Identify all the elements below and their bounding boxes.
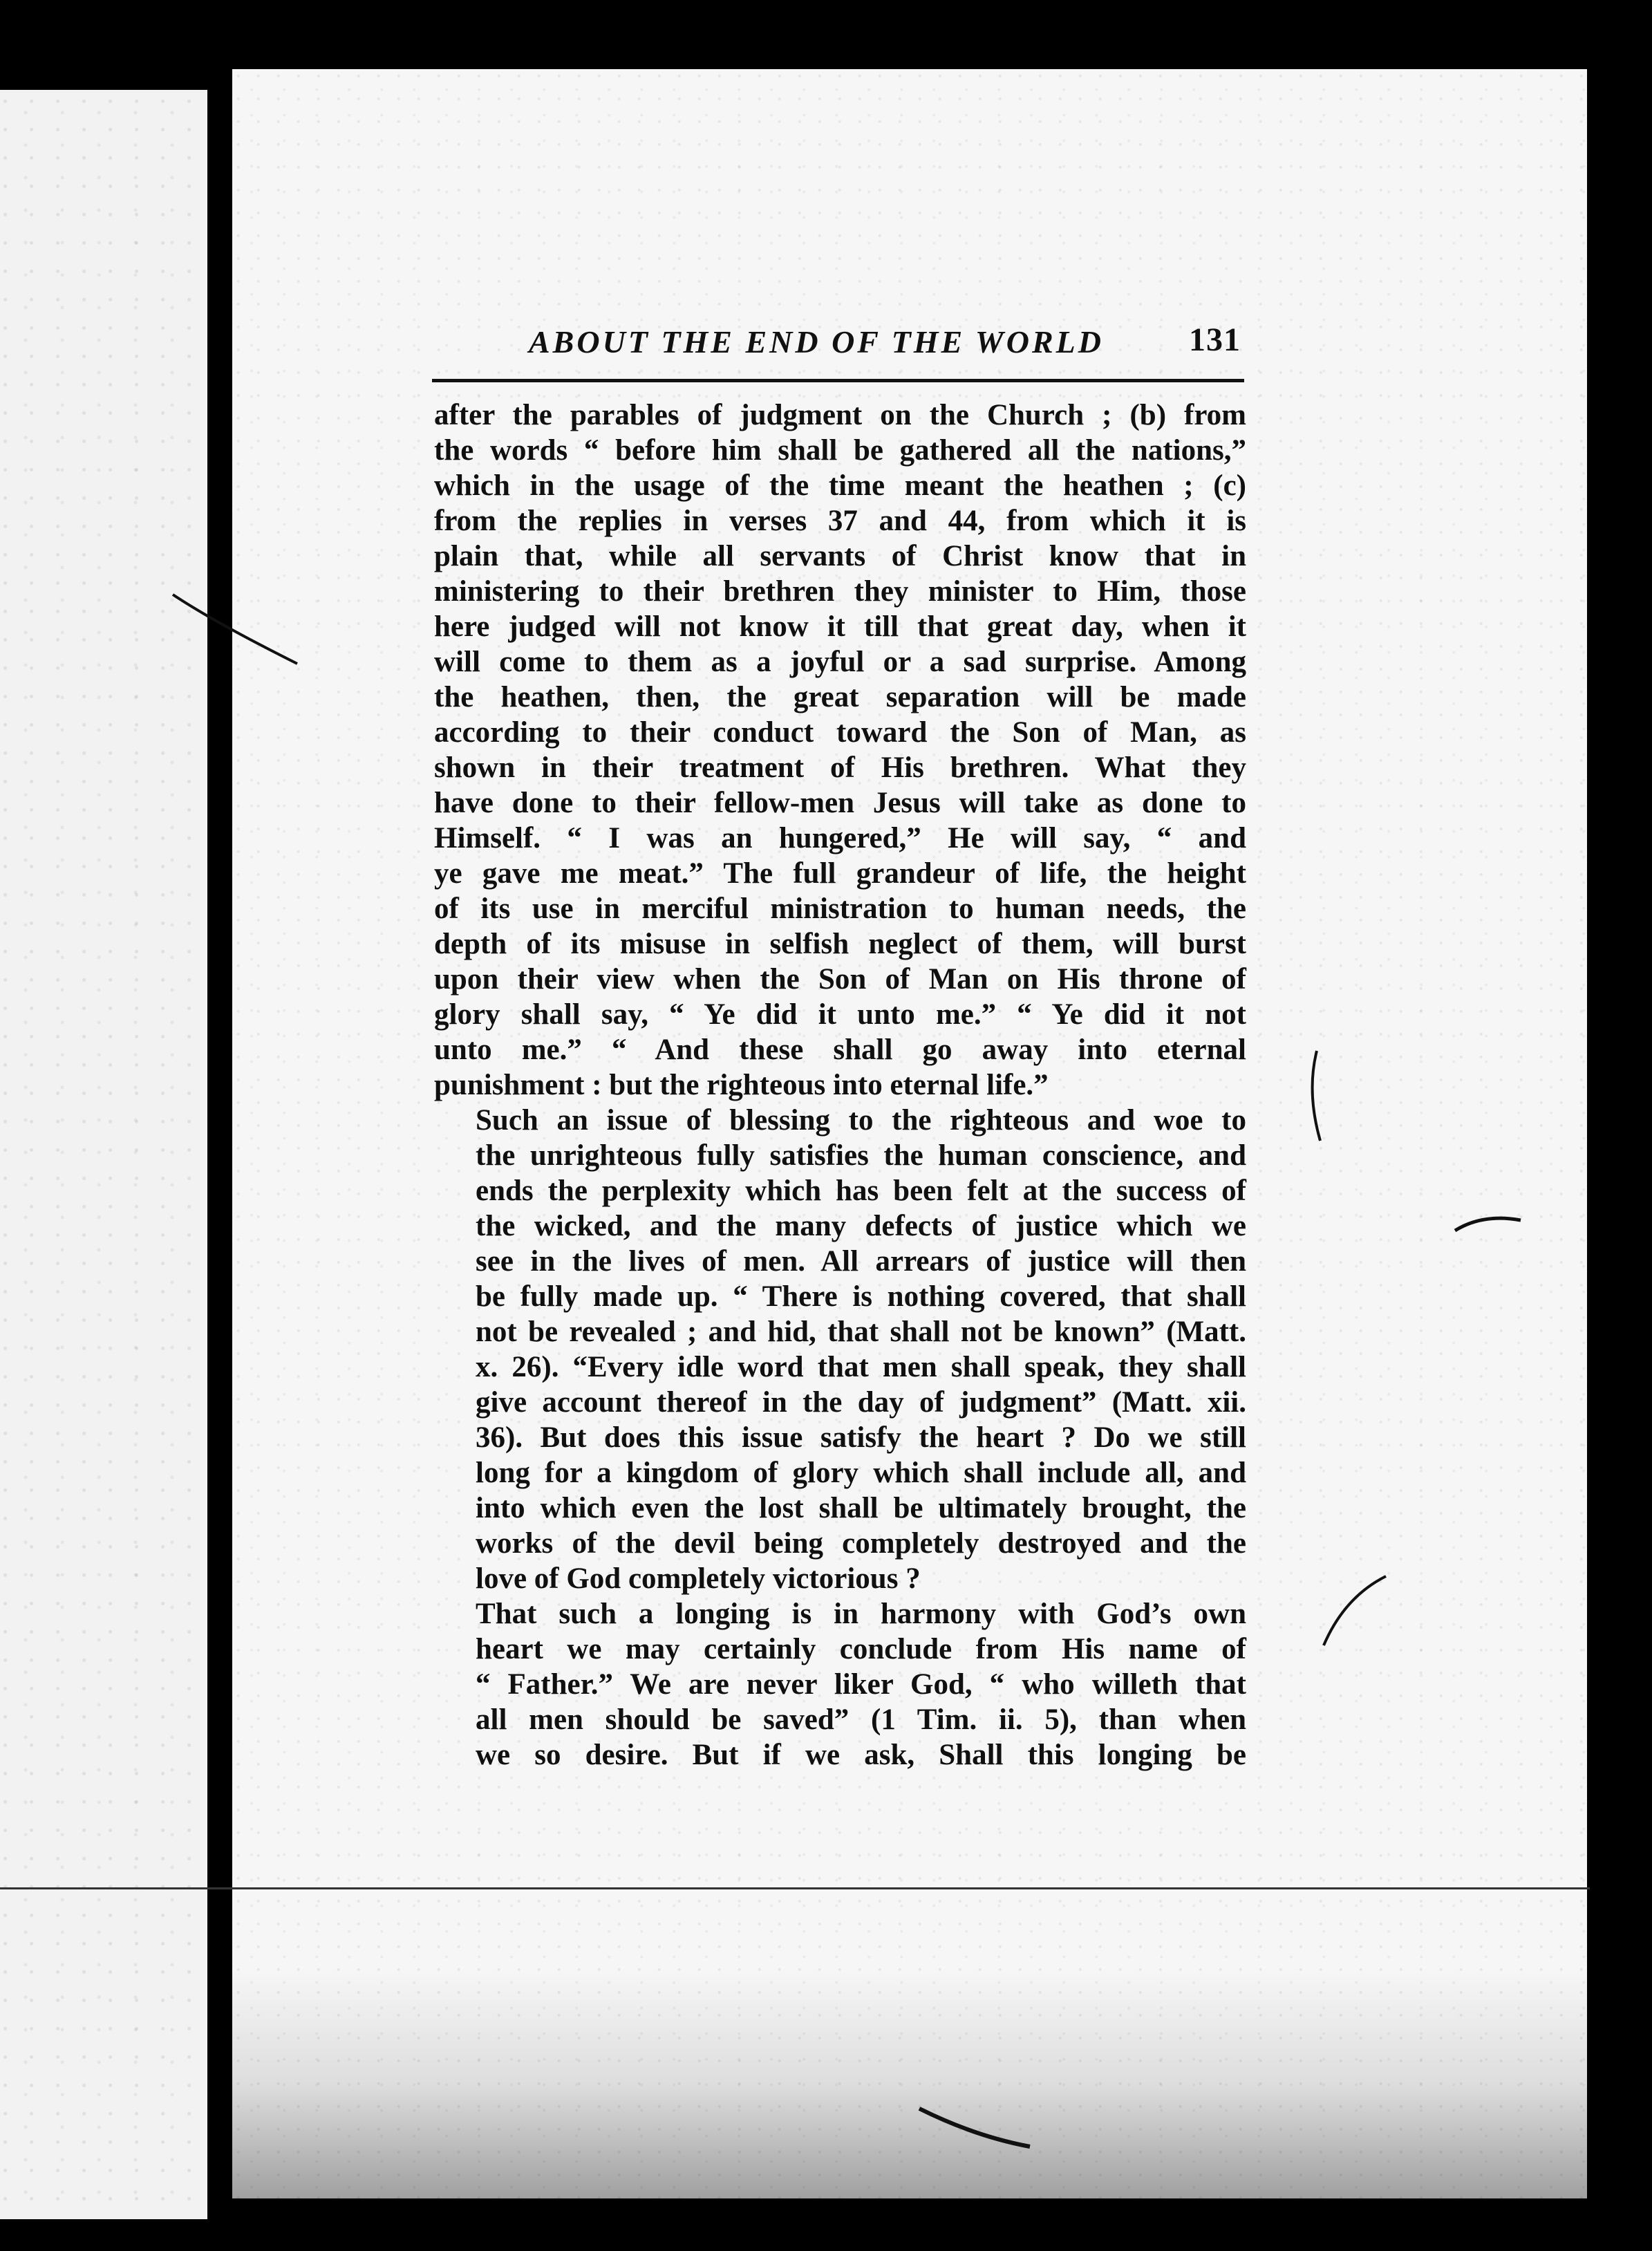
margin-mark: [1313, 1051, 1320, 1141]
text-line: here judged will not know it till that great day, when it: [434, 610, 1246, 643]
text-line: from the replies in verses 37 and 44, from which it is: [434, 505, 1246, 537]
text-line: long for a kingdom of glory which shall include all, and: [476, 1457, 1246, 1489]
text-line: which in the usage of the time meant the heathen ; (c): [434, 469, 1246, 502]
text-line: not be revealed ; and hid, that shall not be known” (Matt.: [476, 1316, 1246, 1348]
text-line: according to their conduct toward the Son of Man, as: [434, 716, 1246, 749]
text-line: the heathen, then, the great separation will be made: [434, 681, 1246, 713]
text-line: plain that, while all servants of Christ know that in: [434, 540, 1246, 572]
text-line: give account thereof in the day of judgment” (Matt. xii.: [476, 1386, 1246, 1419]
text-line: we so desire. But if we ask, Shall this longing be: [476, 1739, 1246, 1771]
text-line: see in the lives of men. All arrears of justice will then: [476, 1245, 1246, 1278]
text-line: ends the perplexity which has been felt at the success of: [476, 1175, 1246, 1207]
margin-mark: [1324, 1576, 1386, 1645]
text-line: into which even the lost shall be ultimately brought, the: [476, 1492, 1246, 1524]
text-line: Such an issue of blessing to the righteous and woe to: [476, 1104, 1246, 1137]
text-line: x. 26). “Every idle word that men shall speak, they shall: [476, 1351, 1246, 1383]
text-line: after the parables of judgment on the Church ; (b) from: [434, 399, 1246, 431]
text-line: the unrighteous fully satisfies the human conscience, and: [476, 1139, 1246, 1172]
text-line: Himself. “ I was an hungered,” He will say, “ and: [434, 822, 1246, 854]
text-line: “ Father.” We are never liker God, “ who willeth that: [476, 1668, 1246, 1701]
running-head-title: ABOUT THE END OF THE WORLD: [529, 324, 1105, 359]
text-line: heart we may certainly conclude from His name of: [476, 1633, 1246, 1665]
text-line: love of God completely victorious ?: [476, 1562, 921, 1595]
text-line: the wicked, and the many defects of justice which we: [476, 1210, 1246, 1242]
text-line: shown in their treatment of His brethren. What they: [434, 751, 1246, 784]
text-line: all men should be saved” (1 Tim. ii. 5), than when: [476, 1703, 1246, 1736]
text-line: have done to their fellow-men Jesus will take as done to: [434, 787, 1246, 819]
margin-mark: [1455, 1218, 1521, 1231]
text-line: depth of its misuse in selfish neglect of them, will burst: [434, 928, 1246, 960]
text-line: 36). But does this issue satisfy the heart ? Do we still: [476, 1421, 1246, 1454]
text-line: ministering to their brethren they minister to Him, those: [434, 575, 1246, 608]
text-line: will come to them as a joyful or a sad surprise. Among: [434, 646, 1246, 678]
text-line: unto me.” “ And these shall go away into eternal: [434, 1034, 1246, 1066]
text-line: That such a longing is in harmony with God’s own: [476, 1598, 1246, 1630]
text-line: be fully made up. “ There is nothing covered, that shall: [476, 1280, 1246, 1313]
text-line: punishment : but the righteous into eternal life.”: [434, 1069, 1049, 1101]
text-line: the words “ before him shall be gathered all the nations,”: [434, 434, 1246, 467]
text-line: upon their view when the Son of Man on His throne of: [434, 963, 1246, 996]
text-line: glory shall say, “ Ye did it unto me.” “ Ye did it not: [434, 998, 1246, 1031]
text-line: of its use in merciful ministration to human needs, the: [434, 893, 1246, 925]
page-number: 131: [1189, 321, 1241, 358]
text-line: ye gave me meat.” The full grandeur of life, the height: [434, 857, 1246, 890]
text-line: works of the devil being completely destroyed and the: [476, 1527, 1246, 1560]
margin-mark: [919, 2109, 1030, 2147]
margin-mark: [173, 595, 297, 664]
